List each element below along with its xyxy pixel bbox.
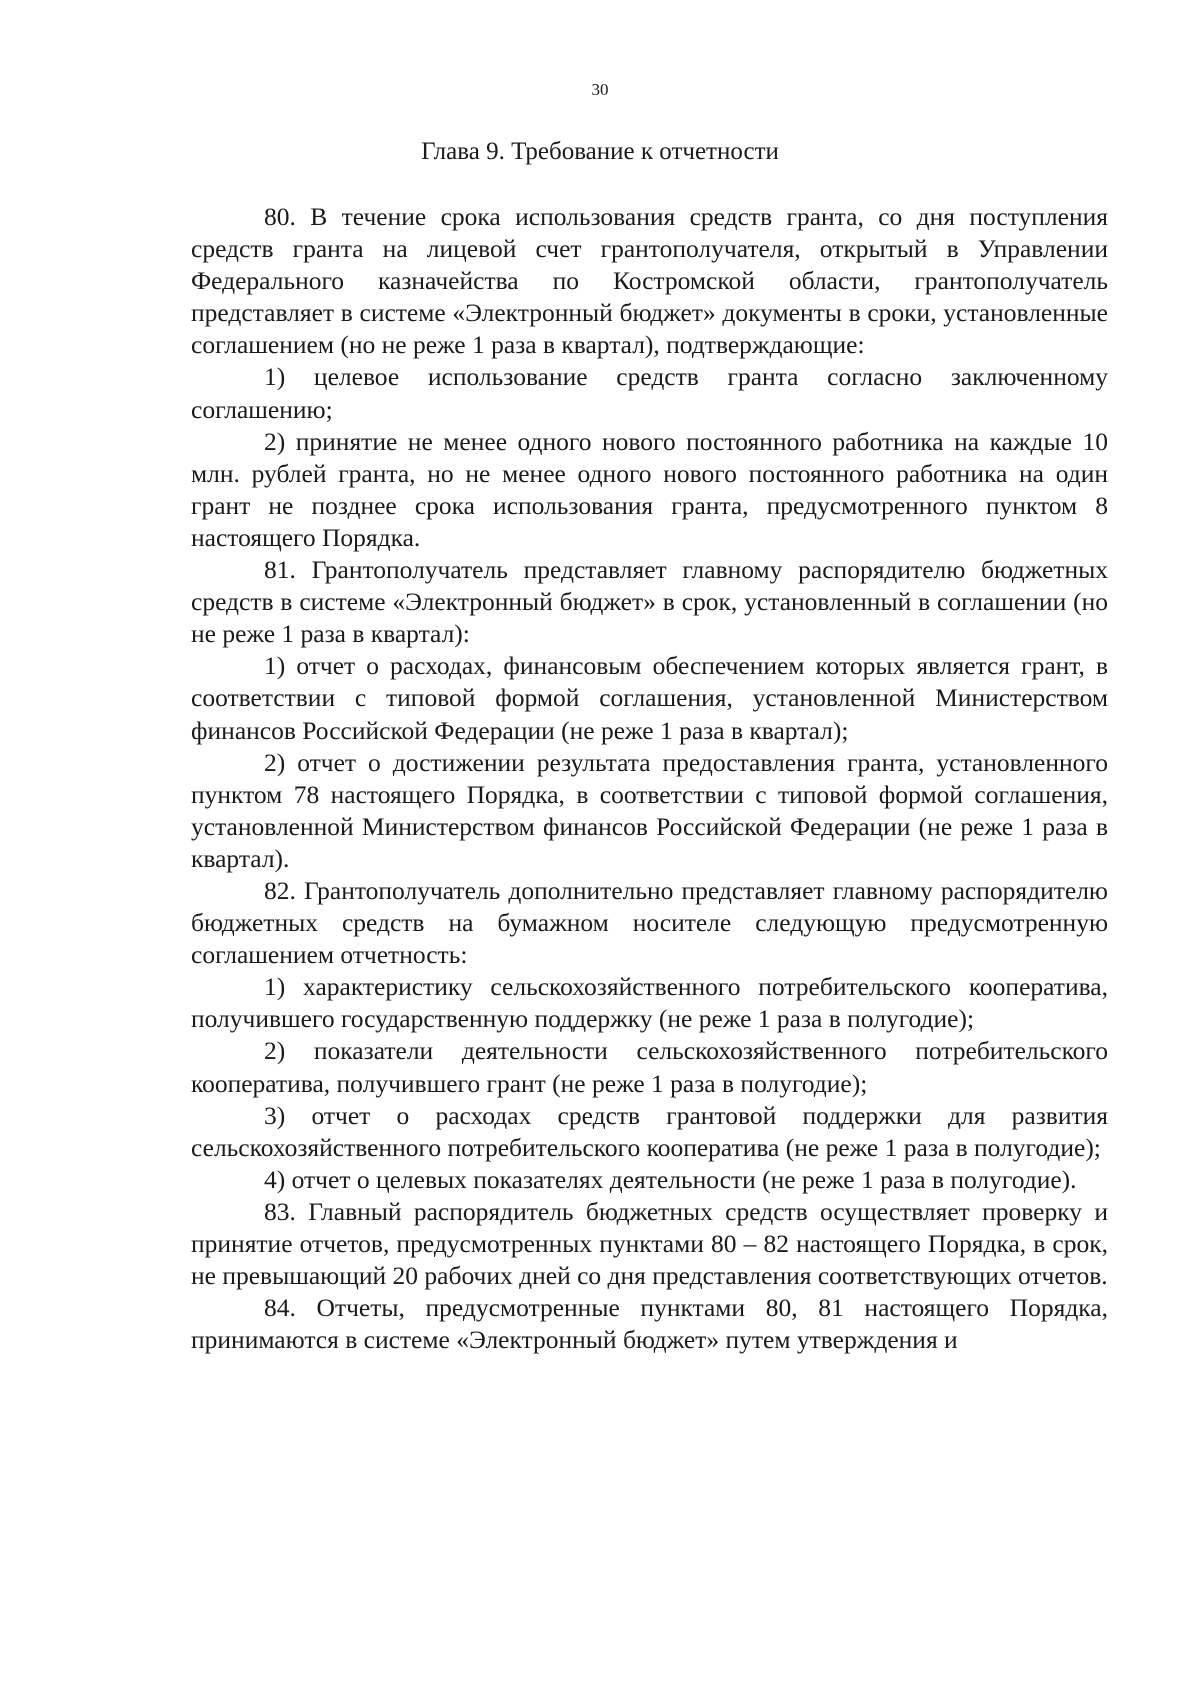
body-text xyxy=(191,201,1108,1356)
paragraph-82-item-1: 1) характеристику сельскохозяйственного потребительского кооператива, получившего государственную поддержку (не реже 1 раза в полугодие); xyxy=(191,972,1108,1034)
paragraph-81-item-1: 1) отчет о расходах, финансовым обеспечением которых является грант, в соответствии с типовой формой соглашения, установленной Министерством финансов Российской Федерации (не реже 1 раза в квартал); xyxy=(191,651,1108,745)
chapter-title: Глава 9. Требование к отчетности xyxy=(421,138,779,165)
paragraph-82-item-2: 2) показатели деятельности сельскохозяйственного потребительского кооператива, получившего грант (не реже 1 раза в полугодие); xyxy=(191,1036,1108,1098)
paragraph-83: 83. Главный распорядитель бюджетных средств осуществляет проверку и принятие отчетов, предусмотренных пунктами 80 – 82 настоящего Порядка, в срок, не превышающий 20 рабочих дней со дня представления соответствующих отчетов. xyxy=(191,1196,1108,1291)
paragraph-81-item-2: 2) отчет о достижении результата предоставления гранта, установленного пунктом 78 настоящего Порядка, в соответствии с типовой формой соглашения, установленной Министерством финансов Российской Федерации (не реже 1 раза в квартал). xyxy=(191,747,1108,873)
paragraph-84: 84. Отчеты, предусмотренные пунктами 80, 81 настоящего Порядка, принимаются в системе «Электронный бюджет» путем утверждения и xyxy=(191,1293,1108,1355)
paragraph-80: 80. В течение срока использования средств гранта, со дня поступления средств гранта на лицевой счет грантополучателя, открытый в Управлении Федерального казначейства по Костромской области, грантополучатель представляет в системе «Электронный бюджет» документы в сроки, установленные соглашением (но не реже 1 раза в квартал), подтверждающие: xyxy=(191,202,1108,360)
paragraph-82-item-4: 4) отчет о целевых показателях деятельности (не реже 1 раза в полугодие). xyxy=(264,1164,1077,1194)
paragraph-81: 81. Грантополучатель представляет главному распорядителю бюджетных средств в системе «Электронный бюджет» в срок, установленный в соглашении (но не реже 1 раза в квартал): xyxy=(191,555,1108,649)
paragraph-80-item-2: 2) принятие не менее одного нового постоянного работника на каждые 10 млн. рублей гранта, но не менее одного нового постоянного работника на один грант не позднее срока использования гранта, предусмотренного пунктом 8 настоящего Порядка. xyxy=(191,426,1108,552)
paragraph-80-item-1: 1) целевое использование средств гранта согласно заключенному соглашению; xyxy=(191,362,1108,424)
paragraph-82: 82. Грантополучатель дополнительно представляет главному распорядителю бюджетных средств на бумажном носителе следующую предусмотренную соглашением отчетность: xyxy=(191,875,1108,970)
page-number: 30 xyxy=(591,80,609,99)
paragraph-82-item-3: 3) отчет о расходах средств грантовой поддержки для развития сельскохозяйственного потребительского кооператива (не реже 1 раза в полугодие); xyxy=(191,1100,1108,1162)
